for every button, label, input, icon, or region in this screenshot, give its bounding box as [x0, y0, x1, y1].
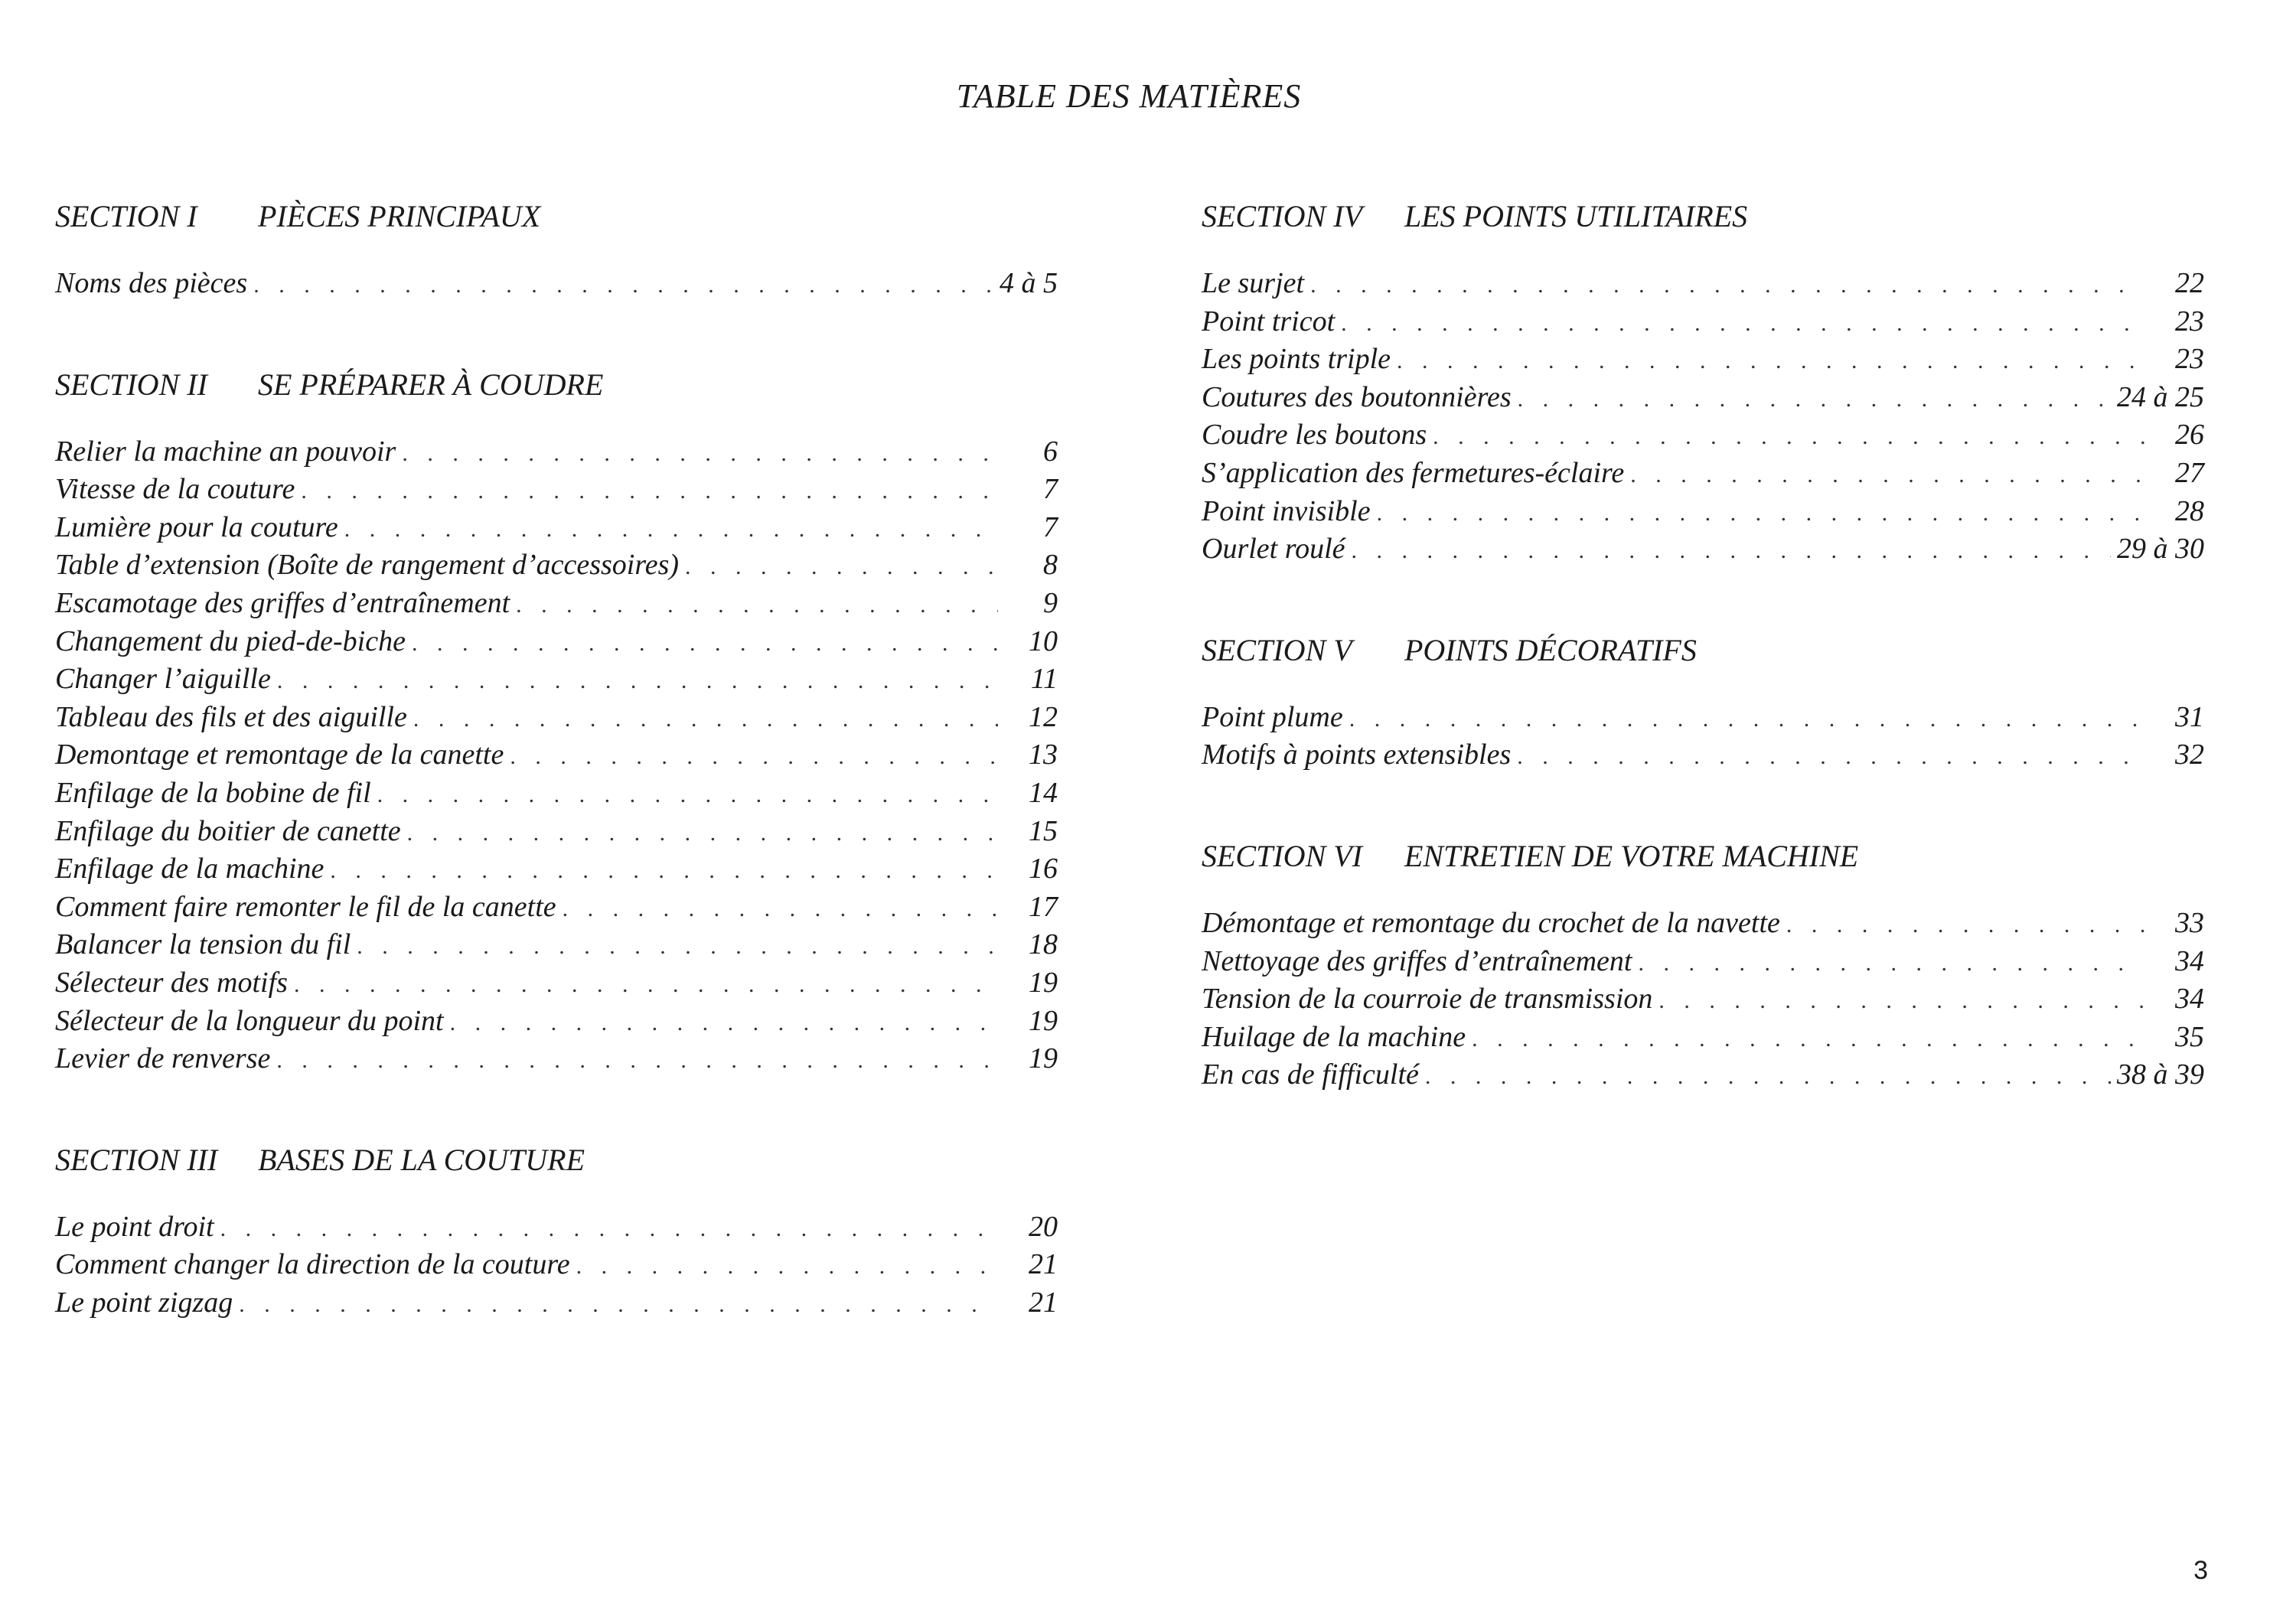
section-heading: [1202, 625, 2204, 676]
dot-leader: [276, 1042, 998, 1080]
section-number: SECTION VI: [1202, 838, 1362, 873]
dot-leader: [563, 890, 998, 928]
toc-entry: [1202, 265, 2204, 303]
toc-entry-page: 9: [1043, 586, 1058, 619]
toc-entry: [1202, 455, 2204, 493]
toc-entry: [55, 1040, 1058, 1078]
toc-entry: [1202, 303, 2204, 341]
toc-entry-label: Enfilage de la machine: [55, 853, 325, 885]
dot-leader: [1630, 456, 2144, 494]
toc-entry-page: 34: [2175, 983, 2204, 1016]
toc-entry-page: 17: [1029, 890, 1058, 923]
dot-leader: [1639, 944, 2145, 983]
toc-entry: [1202, 379, 2204, 417]
toc-entry: [55, 660, 1058, 699]
toc-entry-label: Le point droit: [55, 1210, 214, 1243]
toc-entry-page: 28: [2175, 494, 2204, 527]
dot-leader: [685, 548, 998, 586]
section-heading: [1202, 831, 2204, 882]
toc-entry-label: Levier de renverse: [55, 1042, 271, 1075]
toc-entry-label: Enfilage du boitier de canette: [55, 814, 401, 847]
toc-entry: [55, 774, 1058, 813]
toc-entry: [55, 1003, 1058, 1041]
toc-entry-list: [1202, 905, 2204, 1094]
section-section-v: [1202, 625, 2204, 831]
toc-entry-page: 13: [1029, 739, 1058, 771]
document-title: TABLE DES MATIÈRES: [956, 77, 1302, 115]
toc-entry-label: Comment changer la direction de la couture: [55, 1248, 570, 1281]
toc-entry: [1202, 1056, 2204, 1094]
section-section-i: [55, 191, 1058, 360]
toc-entry: [55, 471, 1058, 509]
toc-entry-label: Point plume: [1202, 700, 1343, 733]
dot-leader: [412, 624, 998, 663]
toc-entry-label: Noms des pièces: [55, 267, 248, 299]
dot-leader: [253, 266, 993, 305]
toc-entry: [1202, 736, 2204, 774]
toc-entry-page: 7: [1043, 510, 1058, 543]
section-section-vi: [1202, 831, 2204, 1094]
section-number: SECTION III: [55, 1142, 218, 1177]
toc-entry-label: Point invisible: [1202, 494, 1371, 527]
toc-entry-page: 20: [1029, 1210, 1058, 1243]
section-heading: [55, 1135, 1058, 1185]
toc-entry-page: 33: [2175, 906, 2204, 939]
toc-entry: [1202, 943, 2204, 981]
section-name: PIÈCES PRINCIPAUX: [258, 199, 541, 233]
toc-entry: [55, 699, 1058, 737]
toc-entry-label: Demontage et remontage de la canette: [55, 739, 504, 771]
toc-entry-page: 32: [2175, 739, 2204, 771]
toc-entry: [55, 926, 1058, 964]
toc-entry-label: Lumière pour la couture: [55, 510, 338, 543]
toc-entry-page: 38 à 39: [2117, 1058, 2204, 1091]
toc-entry: [55, 850, 1058, 889]
toc-entry-label: Table d’extension (Boîte de rangement d’accessoires): [55, 549, 680, 582]
section-number: SECTION V: [1202, 632, 1352, 667]
section-heading: [55, 360, 1058, 410]
dot-leader: [1472, 1020, 2144, 1058]
section-spacer: [55, 1078, 1058, 1135]
dot-leader: [344, 510, 998, 549]
toc-entry-label: Balancer la tension du fil: [55, 928, 351, 961]
toc-entry: [1202, 699, 2204, 737]
toc-entry: [1202, 1019, 2204, 1057]
section-section-ii: [55, 360, 1058, 1135]
toc-entry-label: Enfilage de la bobine de fil: [55, 776, 371, 809]
toc-entry-label: Relier la machine an pouvoir: [55, 435, 396, 468]
dot-leader: [1352, 532, 2111, 570]
dot-leader: [377, 776, 998, 814]
toc-entry-label: Changer l’aiguille: [55, 663, 271, 696]
dot-leader: [402, 435, 998, 473]
dot-leader: [1397, 342, 2144, 380]
toc-entry-page: 31: [2175, 700, 2204, 733]
toc-entry-label: Motifs à points extensibles: [1202, 739, 1512, 771]
toc-entry-page: 18: [1029, 928, 1058, 961]
dot-leader: [301, 472, 998, 510]
toc-entry-label: Les points triple: [1202, 343, 1391, 376]
toc-entry-label: Vitesse de la couture: [55, 473, 295, 506]
dot-leader: [1349, 700, 2144, 739]
toc-entry-label: Tension de la courroie de transmission: [1202, 983, 1653, 1016]
toc-entry-list: [55, 433, 1058, 1078]
section-spacer: [1202, 774, 2204, 831]
toc-entry-page: 21: [1029, 1248, 1058, 1281]
dot-leader: [1341, 305, 2144, 343]
toc-entry-label: Point tricot: [1202, 305, 1336, 338]
page-number: 3: [2193, 1556, 2208, 1585]
toc-entry-label: Nettoyage des griffes d’entraînement: [1202, 944, 1632, 977]
toc-entry-label: Le point zigzag: [55, 1286, 233, 1319]
toc-entry-page: 26: [2175, 419, 2204, 452]
dot-leader: [413, 700, 998, 739]
section-name: ENTRETIEN DE VOTRE MACHINE: [1404, 838, 1859, 873]
section-name: BASES DE LA COUTURE: [258, 1142, 585, 1177]
toc-entry-label: Démontage et remontage du crochet de la navette: [1202, 906, 1780, 939]
toc-entry: [55, 813, 1058, 851]
section-number: SECTION I: [55, 199, 197, 233]
section-number: SECTION IV: [1202, 199, 1362, 233]
toc-entry-page: 15: [1029, 814, 1058, 847]
toc-entry-page: 23: [2175, 343, 2204, 376]
dot-leader: [277, 662, 998, 700]
toc-entry-page: 29 à 30: [2117, 533, 2204, 566]
toc-entry: [1202, 493, 2204, 531]
toc-entry-label: Huilage de la machine: [1202, 1020, 1466, 1053]
section-heading: [1202, 191, 2204, 242]
toc-entry: [1202, 905, 2204, 943]
toc-entry: [55, 736, 1058, 774]
toc-entry: [55, 623, 1058, 661]
section-number: SECTION II: [55, 367, 207, 402]
dot-leader: [1377, 494, 2144, 533]
dot-leader: [1425, 1058, 2111, 1096]
toc-entry: [55, 546, 1058, 585]
toc-entry-list: [1202, 699, 2204, 774]
toc-entry-label: En cas de fifficulté: [1202, 1058, 1419, 1091]
toc-entry-page: 10: [1029, 624, 1058, 657]
section-spacer: [55, 303, 1058, 360]
toc-entry: [55, 509, 1058, 547]
dot-leader: [330, 852, 998, 890]
toc-entry-page: 11: [1030, 663, 1058, 696]
dot-leader: [239, 1286, 998, 1324]
toc-entry-label: Sélecteur de la longueur du point: [55, 1004, 444, 1037]
toc-entry-page: 7: [1043, 473, 1058, 506]
dot-leader: [220, 1210, 998, 1248]
toc-entry-page: 19: [1029, 1004, 1058, 1037]
section-section-iv: [1202, 191, 2204, 625]
dot-leader: [576, 1247, 998, 1286]
dot-leader: [357, 928, 998, 966]
toc-entry-page: 4 à 5: [1000, 267, 1058, 299]
toc-entry: [1202, 980, 2204, 1019]
right-column: [1202, 191, 2204, 1094]
toc-entry-list: [55, 265, 1058, 303]
section-name: SE PRÉPARER À COUDRE: [258, 367, 604, 402]
toc-entry-label: Changement du pied-de-biche: [55, 624, 406, 657]
toc-entry: [55, 889, 1058, 927]
toc-entry: [55, 265, 1058, 303]
toc-entry-page: 23: [2175, 305, 2204, 338]
section-section-iii: [55, 1135, 1058, 1322]
toc-entry: [55, 964, 1058, 1003]
toc-entry-page: 21: [1029, 1286, 1058, 1319]
toc-entry-label: Escamotage des griffes d’entraînement: [55, 586, 510, 619]
toc-entry-page: 24 à 25: [2117, 380, 2204, 413]
toc-entry-page: 12: [1029, 700, 1058, 733]
toc-entry: [1202, 341, 2204, 379]
dot-leader: [1518, 380, 2111, 419]
toc-entry: [55, 1208, 1058, 1247]
toc-entry-list: [55, 1208, 1058, 1322]
toc-entry-label: Tableau des fils et des aiguille: [55, 700, 407, 733]
toc-entry: [55, 1246, 1058, 1284]
toc-entry-label: Le surjet: [1202, 267, 1305, 299]
dot-leader: [450, 1004, 998, 1042]
toc-entry-page: 6: [1043, 435, 1058, 468]
dot-leader: [407, 814, 998, 853]
toc-entry-label: Coudre les boutons: [1202, 419, 1427, 452]
toc-entry-page: 8: [1043, 549, 1058, 582]
toc-entry-page: 27: [2175, 456, 2204, 489]
toc-entry-page: 19: [1029, 966, 1058, 999]
section-heading: [55, 191, 1058, 242]
section-name: POINTS DÉCORATIFS: [1404, 632, 1697, 667]
toc-entry: [55, 585, 1058, 623]
left-column: [55, 191, 1058, 1322]
toc-entry-label: Coutures des boutonnières: [1202, 380, 1512, 413]
toc-entry-page: 14: [1029, 776, 1058, 809]
toc-entry-label: Sélecteur des motifs: [55, 966, 288, 999]
toc-entry-label: Ourlet roulé: [1202, 533, 1345, 566]
toc-entry-page: 16: [1029, 853, 1058, 885]
toc-entry-page: 19: [1029, 1042, 1058, 1075]
toc-entry: [55, 1284, 1058, 1322]
toc-entry: [1202, 530, 2204, 569]
dot-leader: [510, 738, 998, 776]
dot-leader: [1433, 418, 2144, 456]
toc-entry-list: [1202, 265, 2204, 569]
dot-leader: [294, 966, 998, 1004]
dot-leader: [1310, 266, 2144, 305]
dot-leader: [1658, 982, 2144, 1020]
toc-entry: [55, 433, 1058, 471]
dot-leader: [1786, 906, 2144, 944]
section-name: LES POINTS UTILITAIRES: [1404, 199, 1748, 233]
toc-entry-label: S’application des fermetures-éclaire: [1202, 456, 1625, 489]
toc-entry-page: 35: [2175, 1020, 2204, 1053]
toc-entry-page: 34: [2175, 944, 2204, 977]
dot-leader: [516, 586, 998, 624]
toc-entry-label: Comment faire remonter le fil de la canette: [55, 890, 556, 923]
toc-entry: [1202, 416, 2204, 455]
dot-leader: [1517, 738, 2144, 776]
section-spacer: [1202, 569, 2204, 625]
toc-entry-page: 22: [2175, 267, 2204, 299]
